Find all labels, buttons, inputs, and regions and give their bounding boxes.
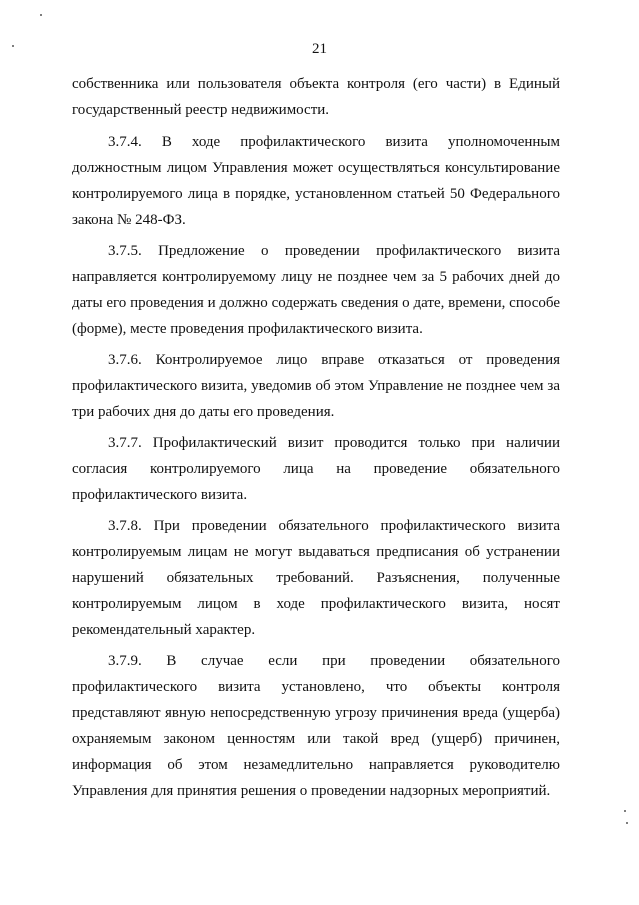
paragraph-continuation: собственника или пользователя объекта контроля (его части) в Единый государственный реестр недвижимости. [72, 76, 560, 118]
paragraph-3-7-7: 3.7.7. Профилактический визит проводится только при наличии согласия контролируемого лица на проведение обязательного профилактического визита. [72, 435, 560, 503]
document-body [72, 71, 560, 804]
paragraph-3-7-4: 3.7.4. В ходе профилактического визита уполномоченным должностным лицом Управления может осуществляться консультирование контролируемого лица в порядке, установленном статьей 50 Федерального закона № 248-ФЗ. [72, 134, 560, 228]
paragraph-3-7-8: 3.7.8. При проведении обязательного профилактического визита контролируемым лицам не могут выдаваться предписания об устранении нарушений обязательных требований. Разъяснения, полученные контролируемым лицом в ходе профилактического визита, носят рекомендательный характер. [72, 518, 560, 638]
page-number: 21 [312, 41, 327, 57]
scan-speck [626, 822, 628, 824]
scan-speck [40, 14, 42, 16]
paragraph-3-7-6: 3.7.6. Контролируемое лицо вправе отказаться от проведения профилактического визита, уведомив об этом Управление не позднее чем за три рабочих дня до даты его проведения. [72, 352, 560, 420]
paragraph-3-7-9: 3.7.9. В случае если при проведении обязательного профилактического визита установлено, что объекты контроля представляют явную непосредственную угрозу причинения вреда (ущерба) охраняемым законом ценностям или такой вред (ущерб) причинен, информация об этом незамедлительно направляется руководителю Управления для принятия решения о проведении надзорных мероприятий. [72, 653, 560, 799]
paragraph-3-7-5: 3.7.5. Предложение о проведении профилактического визита направляется контролируемому лицу не позднее чем за 5 рабочих дней до даты его проведения и должно содержать сведения о дате, времени, способе (форме), месте проведения профилактического визита. [72, 243, 560, 337]
scan-speck [624, 810, 626, 812]
